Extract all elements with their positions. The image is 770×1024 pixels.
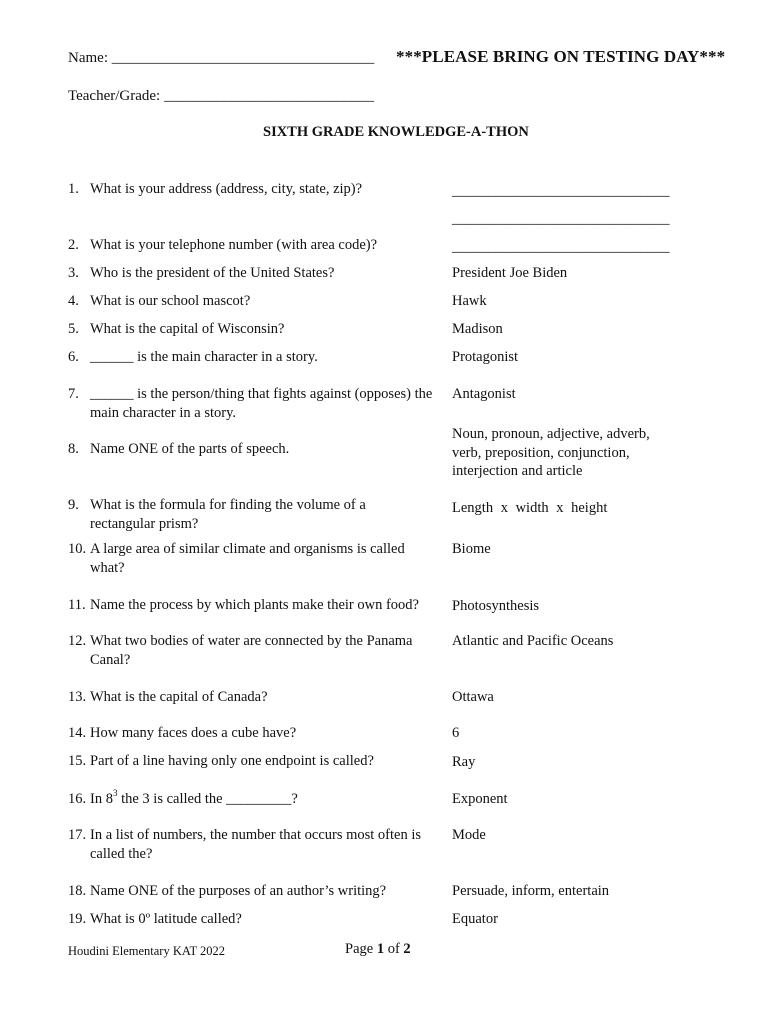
question-number: 19. [68, 911, 87, 927]
question-text: Name ONE of the purposes of an author’s writing? [90, 883, 387, 899]
question-3 [68, 264, 443, 283]
question-8 [68, 440, 443, 459]
answer-12: Atlantic and Pacific Oceans [452, 633, 614, 649]
question-text: In a list of numbers, the number that occurs most often is called the? [90, 827, 422, 862]
question-12 [68, 632, 443, 669]
question-number: 1. [68, 181, 79, 197]
question-number: 11. [68, 597, 86, 613]
question-number: 16. [68, 791, 87, 807]
answer-7: Antagonist [452, 386, 516, 402]
question-1 [68, 180, 443, 199]
question-number: 15. [68, 753, 87, 769]
question-number: 10. [68, 541, 87, 557]
question-number: 6. [68, 349, 79, 365]
answer-18: Persuade, inform, entertain [452, 883, 610, 899]
answer-19: Equator [452, 911, 498, 927]
question-4 [68, 292, 443, 311]
question-number: 12. [68, 633, 87, 649]
question-number: 4. [68, 293, 79, 309]
question-text-rest: the 3 is called the _________? [117, 791, 298, 807]
footer-school-label: Houdini Elementary KAT 2022 [68, 944, 226, 958]
question-19 [68, 910, 443, 929]
page-of-word: of [387, 941, 400, 957]
answer-10: Biome [452, 541, 491, 557]
question-number: 7. [68, 386, 79, 402]
question-number: 5. [68, 321, 79, 337]
answer-13: Ottawa [452, 689, 494, 705]
question-5 [68, 320, 443, 339]
question-2 [68, 236, 443, 255]
testing-day-notice: ***PLEASE BRING ON TESTING DAY*** [396, 47, 726, 66]
question-text: What is the capital of Canada? [90, 689, 268, 705]
question-number: 13. [68, 689, 87, 705]
question-text: A large area of similar climate and organisms is called what? [90, 541, 405, 576]
question-11 [68, 596, 448, 615]
question-17 [68, 826, 448, 863]
answer-5: Madison [452, 321, 503, 337]
exponent-superscript: 3 [112, 788, 118, 799]
answer-11: Photosynthesis [452, 598, 540, 614]
question-13 [68, 688, 443, 707]
question-text: Name the process by which plants make their own food? [90, 597, 419, 613]
answer-2-line: ______________________________ [452, 239, 670, 255]
question-9 [68, 496, 443, 533]
question-text: What is our school mascot? [90, 293, 251, 309]
question-text-base: In 8 [90, 791, 113, 807]
name-field-label: Name: ___________________________________ [68, 50, 375, 66]
question-text: Part of a line having only one endpoint is called? [90, 753, 374, 769]
answer-14: 6 [452, 725, 460, 741]
document-title: SIXTH GRADE KNOWLEDGE-A-THON [263, 124, 529, 140]
answer-4: Hawk [452, 293, 487, 309]
question-number: 2. [68, 237, 79, 253]
teacher-grade-field-label: Teacher/Grade: ____________________________ [68, 88, 374, 104]
question-number: 14. [68, 725, 87, 741]
question-16 [68, 790, 443, 809]
answer-16: Exponent [452, 791, 508, 807]
question-text: What is your address (address, city, state, zip)? [90, 181, 363, 197]
question-number: 17. [68, 827, 87, 843]
question-14 [68, 724, 443, 743]
page-word: Page [345, 941, 374, 957]
answer-8: Noun, pronoun, adjective, adverb, verb, preposition, conjunction, interjection and article [452, 426, 650, 479]
question-number: 8. [68, 441, 79, 457]
question-6 [68, 348, 443, 367]
answer-1-line-2: ______________________________ [452, 211, 670, 227]
answer-6: Protagonist [452, 349, 519, 365]
question-text [90, 790, 443, 809]
question-text: What is the capital of Wisconsin? [90, 321, 285, 337]
question-text: ______ is the person/thing that fights against (opposes) the main character in a story. [90, 386, 433, 421]
question-number: 9. [68, 497, 79, 513]
question-text: What is the formula for finding the volume of a rectangular prism? [90, 497, 366, 532]
page-total: 2 [403, 941, 411, 957]
question-text: What is 0º latitude called? [90, 911, 242, 927]
question-number: 18. [68, 883, 87, 899]
question-10 [68, 540, 443, 577]
question-text: How many faces does a cube have? [90, 725, 297, 741]
question-15 [68, 752, 443, 771]
question-number: 3. [68, 265, 79, 281]
question-text: Who is the president of the United States? [90, 265, 335, 281]
page-current: 1 [376, 941, 385, 957]
answer-1-line-1: ______________________________ [452, 183, 670, 199]
question-7 [68, 385, 443, 422]
question-text: Name ONE of the parts of speech. [90, 441, 290, 457]
question-text: ______ is the main character in a story. [90, 349, 318, 365]
answer-3: President Joe Biden [452, 265, 568, 281]
question-18 [68, 882, 443, 901]
page-indicator [345, 941, 411, 958]
question-text: What two bodies of water are connected by the Panama Canal? [90, 633, 413, 668]
question-text: What is your telephone number (with area code)? [90, 237, 378, 253]
answer-15: Ray [452, 754, 476, 770]
answer-17: Mode [452, 827, 486, 843]
answer-9: Length x width x height [452, 500, 608, 516]
